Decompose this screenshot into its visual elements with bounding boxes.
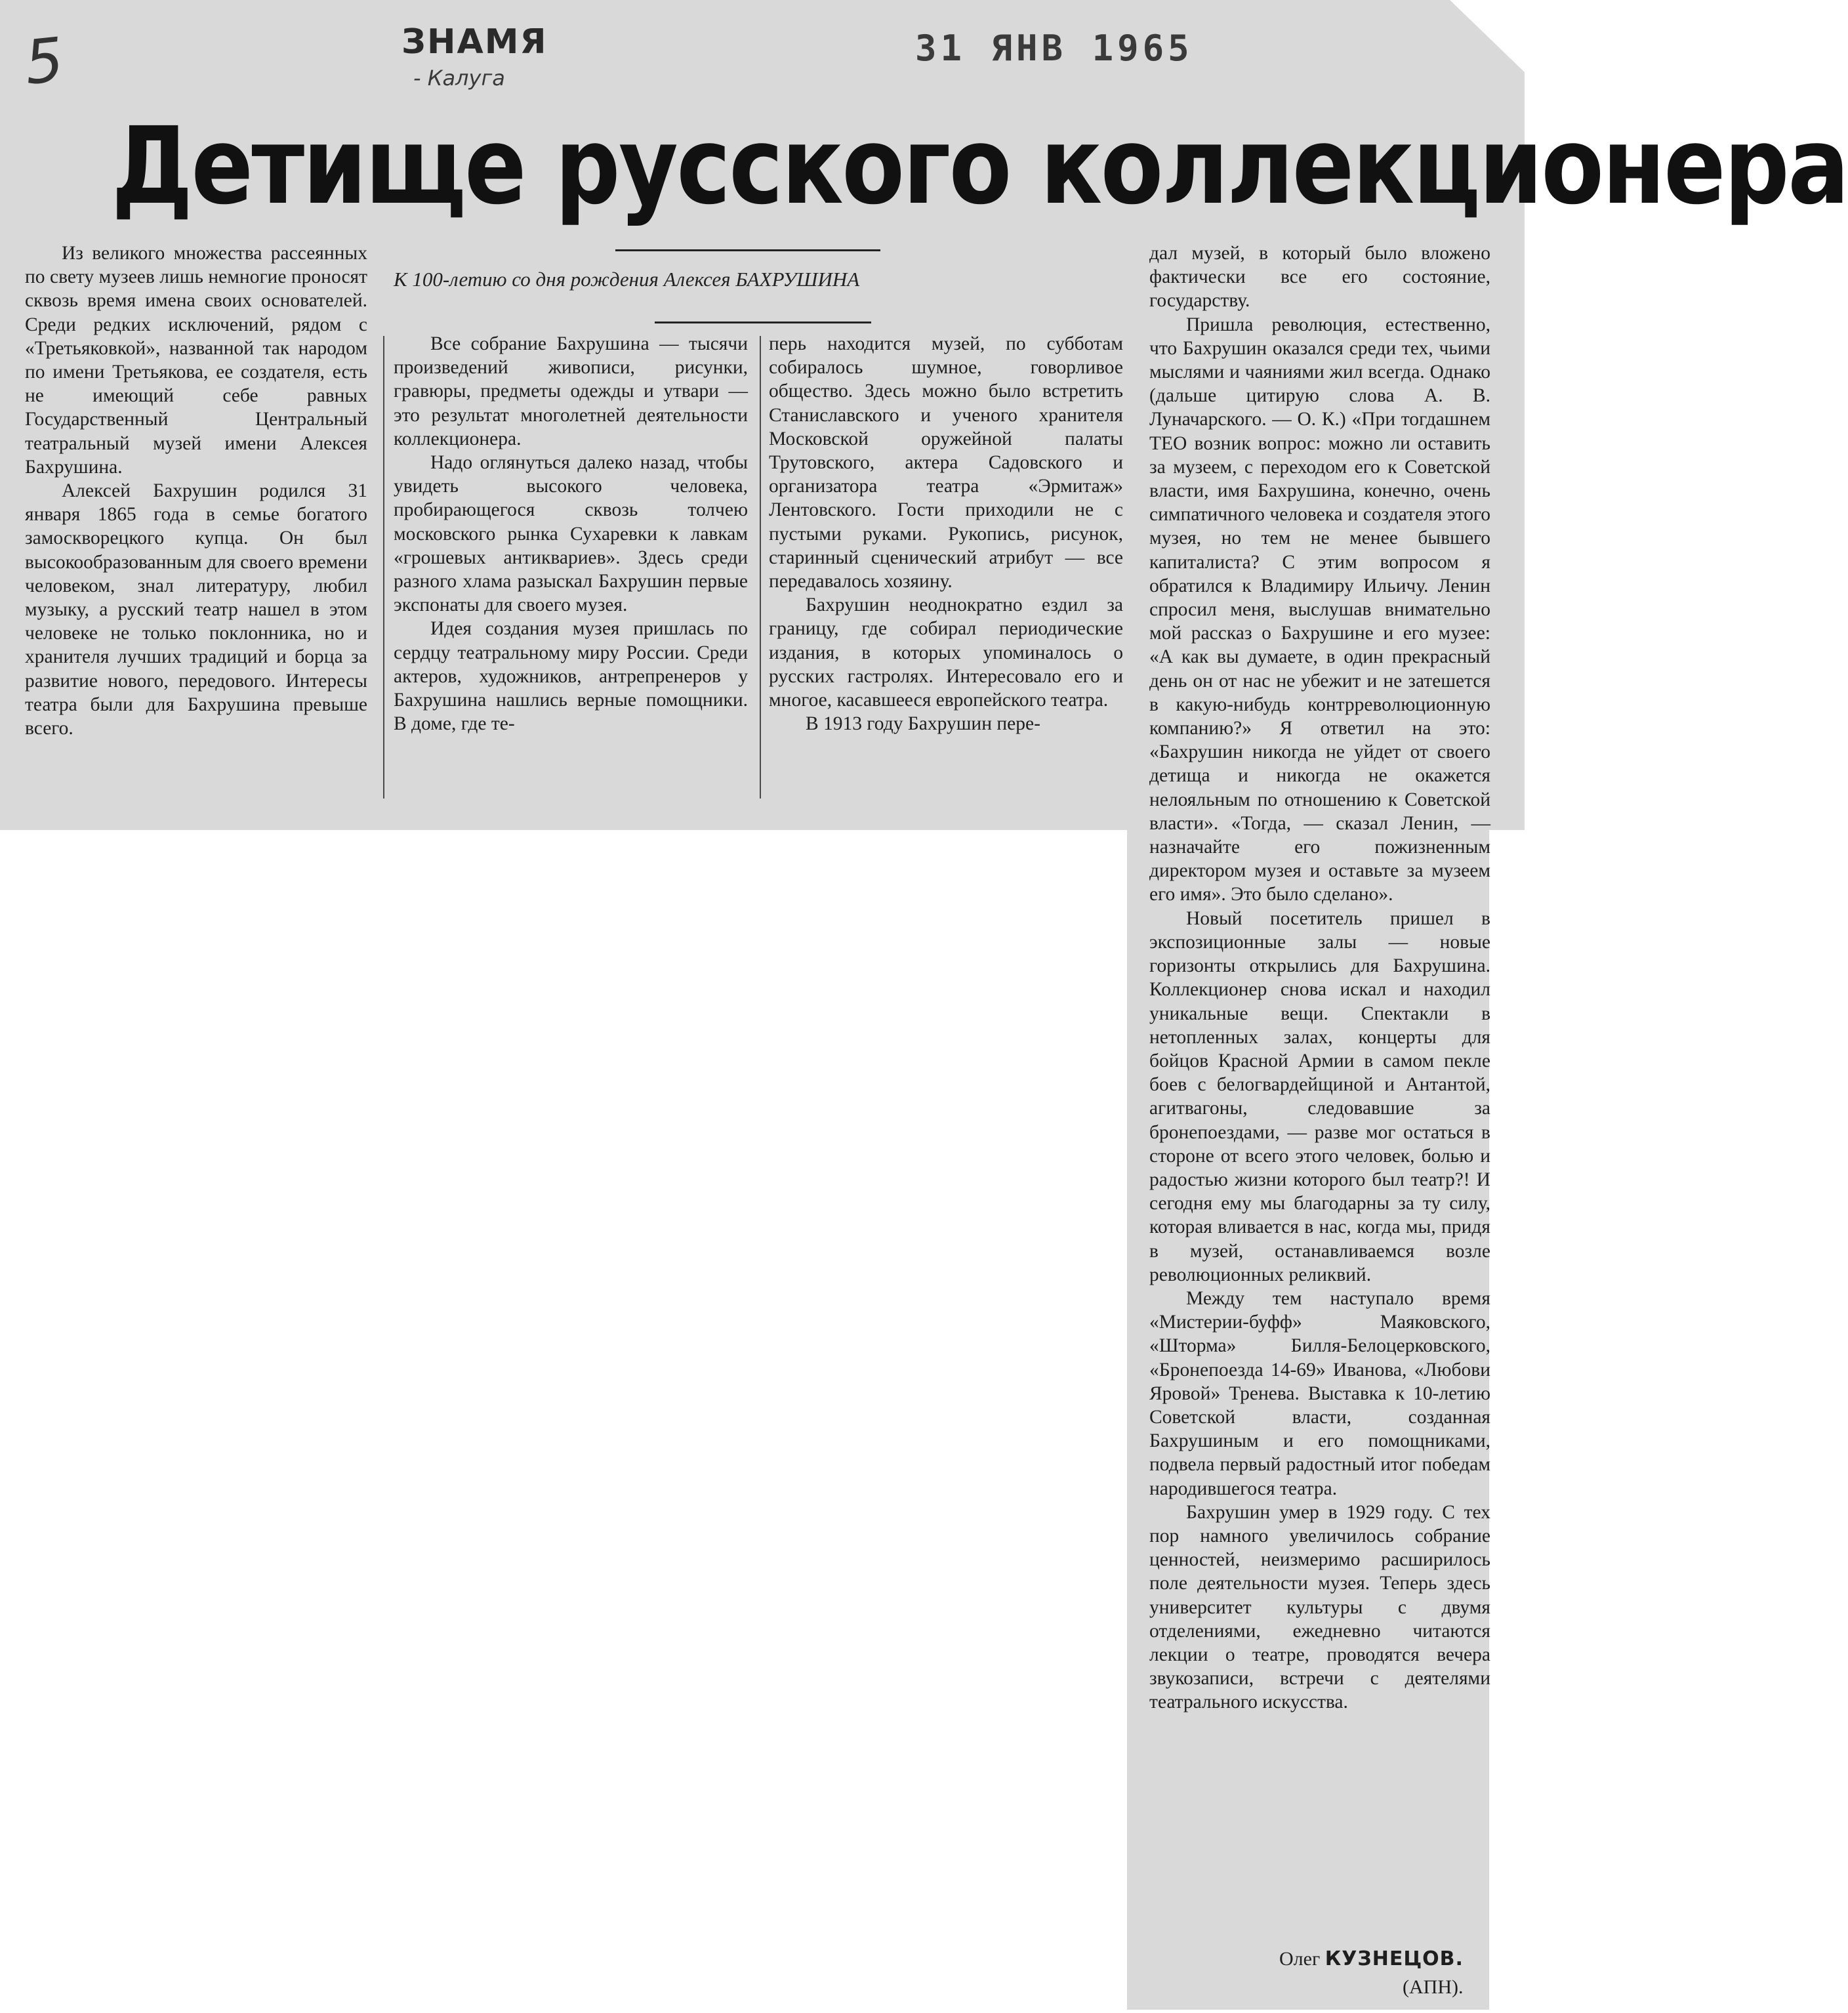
subtitle-rule-bottom [655,322,871,323]
handwritten-number: 5 [21,24,67,98]
paragraph: Все собрание Бахрушина — тысячи произведений живописи, рисунки, гравюры, предметы одежды и утвари — это результат многолетней деятельности коллекционера. [394,333,748,449]
article-column-2 [394,332,748,736]
article-headline: Детище русского коллекционера [112,105,1848,228]
column-divider [760,336,761,799]
date-stamp: 31 ЯНВ 1965 [915,28,1193,69]
paragraph: Новый посетитель пришел в экспозиционные залы — новые горизонты открылись для Бахрушина. Коллекционер снова искал и находил уникальные вещи. Спектакли в нетопленных залах, концерты для бойцов Красной Армии в самом пекле боев с белогвардейщиной и Антантой, агитвагоны, следовавшие за бронепоездами, — разве мог остаться в стороне от всего этого человек, болью и радостью жизни которого был театр?! И сегодня ему мы благодарны за ту силу, которая вливается в нас, когда мы, придя в музей, останавливаемся возле революционных реликвий. [1149,907,1490,1285]
paragraph: Бахрушин умер в 1929 году. С тех пор намного увеличилось собрание ценностей, неизмеримо расширилось поле деятельности музея. Теперь здесь университет культуры с двумя отделениями, ежедневно читаются лекции о театре, проводятся вечера звукозаписи, встречи с деятелями театрального искусства. [1149,1501,1490,1713]
news-agency: (АПН). [1403,1976,1464,1998]
paragraph: В 1913 году Бахрушин пере- [806,713,1040,735]
column-divider [383,336,384,799]
article-subtitle: К 100-летию со дня рождения Алексея БАХРУШИНА [394,268,860,291]
paragraph: перь находится музей, по субботам собиралось шумное, говорливое общество. Здесь можно было встретить Станиславского и ученого хранителя Московской оружейной палаты Трутовского, актера Садовского и организатора театра «Эрмитаж» Лентовского. Гости приходили не с пустыми руками. Рукопись, рисунок, старинный сценический атрибут — все передавалось хозяину. [769,333,1123,592]
paragraph: Пришла революция, естественно, что Бахрушин оказался среди тех, чьими мыслями и чаяниями жил всегда. Однако (дальше цитирую слова А. В. Луначарского. — О. К.) «При тогдашнем ТЕО возник вопрос: можно ли оставить за музеем, с переходом его к Советской власти, имя Бахрушина, конечно, очень симпатичного человека и создателя этого музея, но тем не менее бывшего капиталиста? С этим вопросом я обратился к Владимиру Ильичу. Ленин спросил меня, выслушав внимательно мой рассказ о Бахрушине и его музее: «А как вы думаете, в один прекрасный день он от нас не убежит и не затешется в какую-нибудь контрреволюционную компанию?» Я ответил на это: «Бахрушин никогда не уйдет от своего детища и никогда не окажется нелояльным по отношению к Советской власти». «Тогда, — сказал Ленин, — назначайте его пожизненным директором музея и оставьте за музеем его имя». Это было сделано». [1149,314,1490,905]
subtitle-rule-top [615,249,880,251]
paragraph: Алексей Бахрушин родился 31 января 1865 года в семье богатого замоскворецкого купца. Он был высокообразованным для своего времени человеком, знал литературу, любил музыку, а русский театр нашел в этом человеке не только поклонника, но и хранителя лучших традиций и борца за развитие нового, передового. Интересы театра были для Бахрушина превыше всего. [25,480,367,739]
author-last-name: КУЗНЕЦОВ. [1324,1947,1464,1970]
paragraph: Надо оглянуться далеко назад, чтобы увидеть высокого человека, пробирающегося сквозь толчею московского рынка Сухаревки к лавкам «грошевых антиквариев». Здесь среди разного хлама разыскал Бахрушин первые экспонаты для своего музея. [394,452,748,616]
torn-corner [1450,0,1525,72]
newspaper-city: - Калуга [413,66,505,91]
article-column-4 [1149,241,1490,1714]
author-first-name: Олег [1279,1948,1321,1970]
author-signature [1279,1947,1464,1970]
article-column-1 [25,241,367,740]
paragraph: Между тем наступало время «Мистерии-буфф» Маяковского, «Шторма» Билля-Белоцерковского, «Бронепоезда 14-69» Иванова, «Любови Яровой» Тренева. Выставка к 10-летию Советской власти, созданная Бахрушиным и его помощниками, подвела первый радостный итог победам народившегося театра. [1149,1287,1490,1499]
paragraph: Идея создания музея пришлась по сердцу театральному миру России. Среди актеров, художников, антрепренеров у Бахрушина нашлись верные помощники. В доме, где те- [394,618,748,735]
newspaper-name: ЗНАМЯ [401,22,548,62]
paragraph: дал музей, в который было вложено фактически все его состояние, государству. [1149,243,1490,312]
paragraph: Бахрушин неоднократно ездил за границу, где собирал периодические издания, в которых упоминалось о русских гастролях. Интересовало его и многое, касавшееся европейского театра. [769,594,1123,711]
paragraph: Из великого множества рассеянных по свету музеев лишь немногие проносят сквозь время имена своих основателей. Среди редких исключений, рядом с «Третьяковкой», названной так народом по имени Третьякова, ее создателя, есть не имеющий себе равных Государственный Центральный театральный музей имени Алексея Бахрушина. [25,243,367,478]
article-column-3 [769,332,1123,736]
